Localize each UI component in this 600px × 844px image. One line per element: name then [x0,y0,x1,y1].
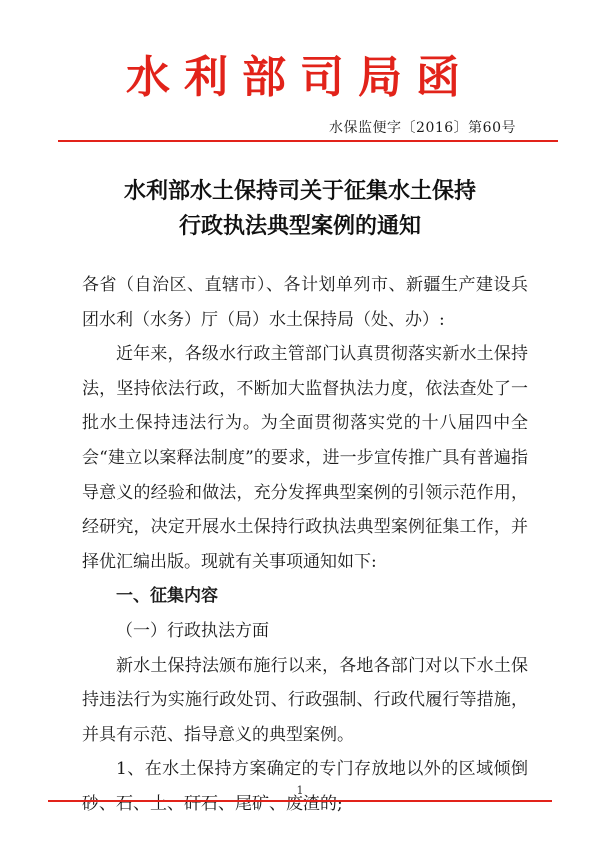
title-line-2: 行政执法典型案例的通知 [178,213,421,239]
footer-divider [48,800,552,802]
intro-paragraph: 近年来，各级水行政主管部门认真贯彻落实新水土保持法，坚持依法行政，不断加大监督执法力度，依法查处了一批水土保持违法行为。为全面贯彻落实党的十八届四中全会“建立以案释法制度”的要求，进一步宣传推广具有普遍指导意义的经验和做法，充分发挥典型案例的引领示范作用，经研究，决定开展水土保持行政执法典型案例征集工作，并择优汇编出版。现就有关事项通知如下: [82,344,528,572]
subsection-heading: （一）行政执法方面 [116,620,269,641]
title-line-1: 水利部水土保持司关于征集水土保持 [123,178,476,204]
masthead-title: 水利部司局函 [126,52,474,103]
section-heading: 一、征集内容 [116,586,218,607]
masthead-divider [58,140,558,142]
body-paragraph: 新水土保持法颁布施行以来，各地各部门对以下水土保持违法行为实施行政处罚、行政强制、行政代履行等措施，并具有示范、指导意义的典型案例。 [82,655,528,745]
list-item: 1、在水土保持方案确定的专门存放地以外的区域倾倒砂、石、土、矸石、尾矿、废渣的; [82,759,528,814]
page-number: 1 [296,784,304,797]
document-number: 水保监便字〔2016〕第60号 [329,120,516,136]
document-title [0,174,600,244]
addressee: 各省（自治区、直辖市）、各计划单列市、新疆生产建设兵团水利（水务）厅（局）水土保持局（处、办）: [82,275,528,330]
document-body [82,268,528,822]
